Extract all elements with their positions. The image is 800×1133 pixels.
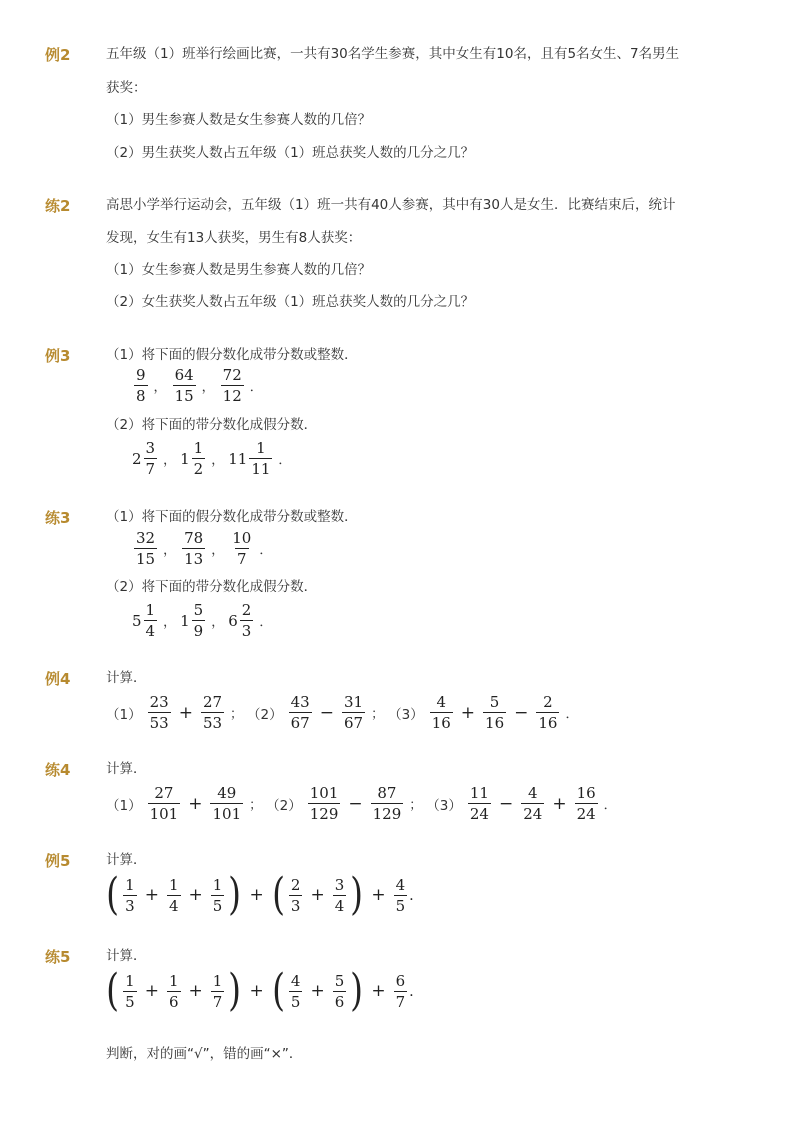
fraction: $\frac{32}{15}$ <box>136 529 156 568</box>
fraction: $\frac{11}{24}$ <box>469 784 489 823</box>
fraction: $\frac{4}{5}$ <box>395 875 406 915</box>
example-2-text-line2: 获奖： <box>106 80 147 96</box>
fraction: $\frac{4}{5}$ <box>290 971 301 1011</box>
example-3-label: 例3 <box>45 347 71 365</box>
practice-3-label: 练3 <box>45 509 71 527</box>
fraction: $\frac{87}{129}$ <box>372 784 402 823</box>
fraction: $\frac{27}{101}$ <box>149 784 179 823</box>
example-4-text: 计算． <box>106 670 147 686</box>
fraction: $\frac{5}{16}$ <box>485 693 505 732</box>
example-5-label: 例5 <box>45 852 71 870</box>
fraction: $\frac{4}{16}$ <box>431 693 451 732</box>
fraction: $\frac{16}{24}$ <box>576 784 596 823</box>
mixed-number: 1 $\frac{1}{2}$ <box>180 439 204 478</box>
fraction: $\frac{2}{16}$ <box>538 693 558 732</box>
practice-3-question-1: （1）将下面的假分数化成带分数或整数． <box>106 509 358 525</box>
example-5-text: 计算． <box>106 852 147 868</box>
fraction: $\frac{5}{6}$ <box>334 971 345 1011</box>
fraction: $\frac{31}{67}$ <box>343 693 364 732</box>
fraction: $\frac{1}{3}$ <box>125 875 135 915</box>
judgement-instruction: 判断，对的画“√”，错的画“×”． <box>106 1046 303 1062</box>
fraction: $\frac{78}{13}$ <box>184 529 204 568</box>
fraction: $\frac{64}{15}$ <box>174 366 194 405</box>
example-2-label: 例2 <box>45 46 71 64</box>
practice-5-text: 计算． <box>106 948 147 964</box>
fraction: $\frac{6}{7}$ <box>395 971 406 1011</box>
mixed-number: 6 $\frac{2}{3}$ <box>228 601 252 640</box>
fraction: $\frac{27}{53}$ <box>202 693 223 732</box>
mixed-number: 2 $\frac{3}{7}$ <box>132 439 156 478</box>
fraction: $\frac{4}{24}$ <box>523 784 543 823</box>
practice-2-label: 练2 <box>45 197 71 215</box>
practice-4-label: 练4 <box>45 761 71 779</box>
fraction: $\frac{9}{8}$ <box>136 366 146 405</box>
practice-2-question-1: （1）女生参赛人数是男生参赛人数的几倍？ <box>106 262 372 278</box>
fraction: $\frac{3}{4}$ <box>334 875 345 915</box>
mixed-number: 5 $\frac{1}{4}$ <box>132 601 156 640</box>
example-2-question-1: （1）男生参赛人数是女生参赛人数的几倍？ <box>106 112 372 128</box>
example-2-text-line1: 五年级（1）班举行绘画比赛，一共有30名学生参赛，其中女生有10名，且有5名女生、7名男生 <box>106 46 680 62</box>
fraction: $\frac{1}{5}$ <box>125 971 135 1011</box>
practice-2-question-2: （2）女生获奖人数占五年级（1）班总获奖人数的几分之几？ <box>106 294 475 310</box>
practice-4-text: 计算． <box>106 761 147 777</box>
example-3-mixed-numbers: 2 $\frac{3}{7}$ ， 1 $\frac{1}{2}$ ， 11 $\frac{1}{11}$ ． <box>132 439 292 478</box>
fraction: $\frac{2}{3}$ <box>290 875 301 915</box>
example-2-question-2: （2）男生获奖人数占五年级（1）班总获奖人数的几分之几？ <box>106 145 475 161</box>
practice-5-expression: ( $\frac{1}{5}$ + $\frac{1}{6}$ + $\frac{1}{7}$ ) + ( $\frac{4}{5}$ + $\frac{5}{6}$ ) + $\frac{6}{7}$ ． <box>106 965 424 1016</box>
example-3-question-2: （2）将下面的带分数化成假分数． <box>106 417 318 433</box>
fraction: $\frac{23}{53}$ <box>149 693 169 732</box>
practice-3-mixed-numbers: 5 $\frac{1}{4}$ ， 1 $\frac{5}{9}$ ， 6 $\frac{2}{3}$ ． <box>132 601 273 640</box>
mixed-number: 11 $\frac{1}{11}$ <box>228 439 271 478</box>
example-5-expression: ( $\frac{1}{3}$ + $\frac{1}{4}$ + $\frac{1}{5}$ ) + ( $\frac{2}{3}$ + $\frac{3}{4}$ ) + $\frac{4}{5}$ ． <box>106 869 424 920</box>
fraction: $\frac{49}{101}$ <box>212 784 242 823</box>
fraction: $\frac{10}{7}$ <box>232 529 252 568</box>
fraction: $\frac{1}{6}$ <box>168 971 179 1011</box>
fraction: $\frac{43}{67}$ <box>290 693 310 732</box>
fraction: $\frac{1}{4}$ <box>168 875 179 915</box>
fraction: $\frac{101}{129}$ <box>309 784 339 823</box>
fraction: $\frac{1}{7}$ <box>212 971 223 1011</box>
practice-2-text-line2: 发现，女生有13人获奖，男生有8人获奖： <box>106 230 362 246</box>
practice-4-expressions: （1） $\frac{27}{101}$ + $\frac{49}{101}$ ； （2） $\frac{101}{129}$ − $\frac{87}{129}$ ； （3） $\frac{11}{24}$ − $\frac{4}{24}$ + $\frac{16}{24}$ ． <box>106 784 617 823</box>
practice-3-improper-fractions: $\frac{32}{15}$ ， $\frac{78}{13}$ ， $\frac{10}{7}$ ． <box>136 529 273 568</box>
fraction: $\frac{1}{5}$ <box>212 875 223 915</box>
example-4-label: 例4 <box>45 670 71 688</box>
fraction: $\frac{72}{12}$ <box>222 366 242 405</box>
mixed-number: 1 $\frac{5}{9}$ <box>180 601 204 640</box>
example-3-question-1: （1）将下面的假分数化成带分数或整数． <box>106 347 358 363</box>
practice-5-label: 练5 <box>45 948 71 966</box>
example-3-improper-fractions: $\frac{9}{8}$ ， $\frac{64}{15}$ ， $\frac{72}{12}$ ． <box>136 366 263 405</box>
example-4-expressions: （1） $\frac{23}{53}$ + $\frac{27}{53}$ ； （2） $\frac{43}{67}$ − $\frac{31}{67}$ ； （3） $\frac{4}{16}$ + $\frac{5}{16}$ − $\frac{2}{16}$ ． <box>106 693 579 732</box>
practice-3-question-2: （2）将下面的带分数化成假分数． <box>106 579 318 595</box>
practice-2-text-line1: 高思小学举行运动会，五年级（1）班一共有40人参赛，其中有30人是女生．比赛结束后，统计 <box>106 197 676 213</box>
